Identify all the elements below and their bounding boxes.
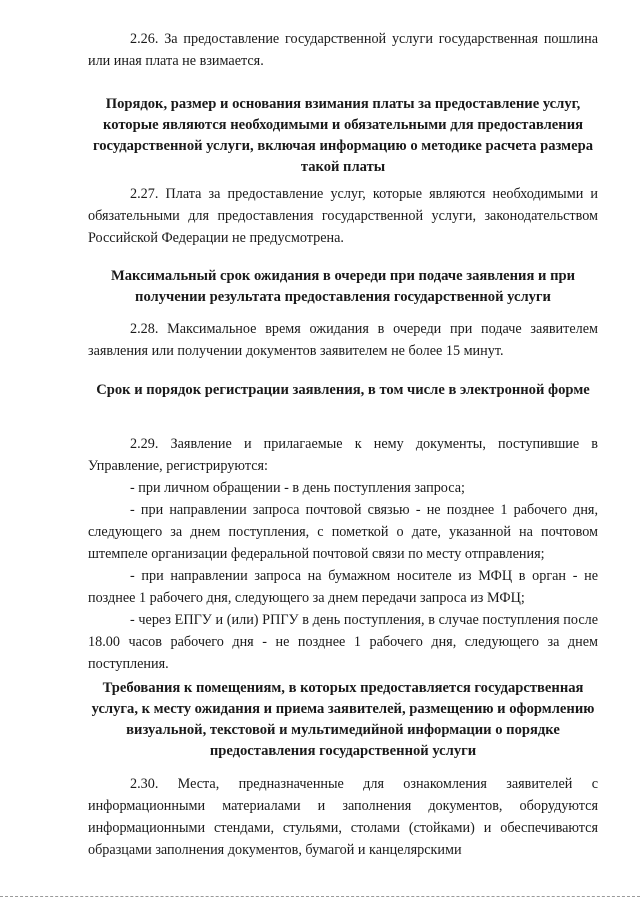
paragraph-2-29 (88, 433, 598, 675)
list-item: - через ЕПГУ и (или) РПГУ в день поступления, в случае поступления после 18.00 часов рабочего дня - не позднее 1 рабочего дня, следующего за днем поступления. (88, 612, 598, 672)
heading-registration: Срок и порядок регистрации заявления, в том числе в электронной форме (96, 382, 590, 398)
paragraph-2-26: 2.26. За предоставление государственной услуги государственная пошлина или иная плата не взимается. (88, 31, 598, 69)
heading-premises-requirements: Требования к помещениям, в которых предоставляется государственная услуга, к месту ожидания и приема заявителей, размещению и оформлению визуальной, текстовой и мультимедийной информации о порядке предоставления государственной услуги (91, 680, 595, 759)
list-item: - при личном обращении - в день поступления запроса; (130, 480, 465, 496)
list-item: - при направлении запроса на бумажном носителе из МФЦ в орган - не позднее 1 рабочего дня, следующего за днем передачи запроса из МФЦ; (88, 568, 598, 606)
paragraph-2-27: 2.27. Плата за предоставление услуг, которые являются необходимыми и обязательными для предоставления государственной услуги, законодательством Российской Федерации не предусмотрена. (88, 186, 598, 246)
paragraph-2-30: 2.30. Места, предназначенные для ознакомления заявителей с информационными материалами и заполнения документов, оборудуются информационными стендами, стульями, столами (стойками) и обеспечиваются образцами заполнения документов, бумагой и канцелярскими (88, 776, 598, 858)
list-item: - при направлении запроса почтовой связью - не позднее 1 рабочего дня, следующего за днем поступления, с пометкой о дате, указанной на почтовом штемпеле организации федеральной почтовой связи по месту отправления; (88, 502, 598, 562)
page-bottom-rule (0, 896, 640, 898)
paragraph-2-28: 2.28. Максимальное время ожидания в очереди при подаче заявителем заявления или получении документов заявителем не более 15 минут. (88, 321, 598, 359)
paragraph-2-29-intro: 2.29. Заявление и прилагаемые к нему документы, поступившие в Управление, регистрируются: (88, 436, 598, 474)
heading-fee-procedure: Порядок, размер и основания взимания платы за предоставление услуг, которые являются необходимыми и обязательными для предоставления государственной услуги, включая информацию о методике расчета размера такой платы (92, 96, 594, 175)
heading-queue-time: Максимальный срок ожидания в очереди при подаче заявления и при получении результата предоставления государственной услуги (110, 268, 576, 305)
